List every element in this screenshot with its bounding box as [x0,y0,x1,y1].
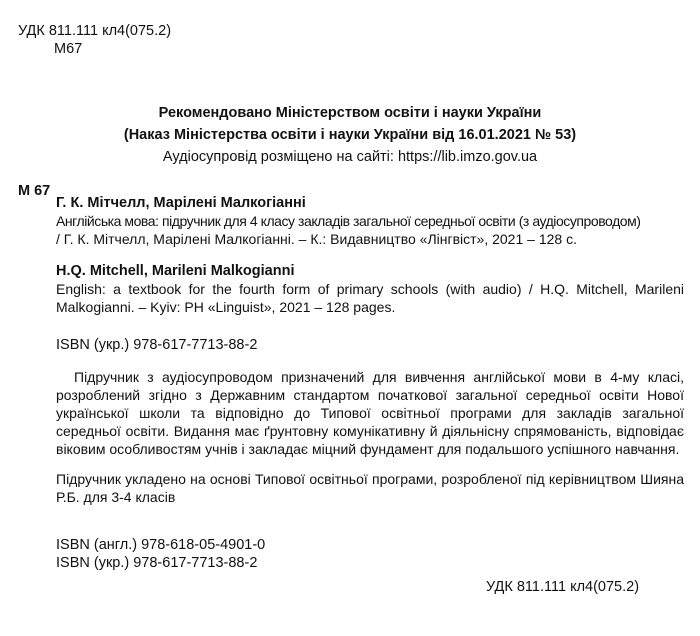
isbn-english: ISBN (англ.) 978-618-05-4901-0 [56,537,266,553]
classification-code-top: М67 [54,41,83,57]
catalog-title-ukrainian-line2: / Г. К. Мітчелл, Марілені Малкогіанні. – К.: Видавництво «Лінгвіст», 2021 – 128 с. [56,231,577,247]
catalog-title-ukrainian-line1: Англійська мова: підручник для 4 класу закладів загальної середньої освіти (з аудіосупроводом) [56,213,641,229]
authors-ukrainian: Г. К. Мітчелл, Марілені Малкогіанні [56,195,306,211]
authors-english: H.Q. Mitchell, Marileni Malkogianni [56,263,295,279]
program-basis-note: Підручник укладено на основі Типової освітньої програми, розробленої під керівництвом Шияна Р.Б. для 3-4 класів [56,471,684,505]
udk-bottom: УДК 811.111 кл4(075.2) [486,579,640,595]
catalog-code: М 67 [18,183,51,199]
annotation-paragraph: Підручник з аудіосупроводом призначений для вивчення англійської мови в 4-му класі, розроблений згідно з Державним стандартом початкової загальної середньої освіти Нової української школи та відповідно до Типової освітньої програми для закладів загальної середньої освіти. Видання має ґрунтовну комунікативну й діяльнісну спрямованість, відповідає віковим особливостям учнів і закладає міцний фундамент для подальшого успішного навчання. [56,369,684,457]
udk-top: УДК 811.111 кл4(075.2) [18,23,172,39]
catalog-title-english: English: a textbook for the fourth form of primary schools (with audio) / H.Q. Mitchell, Marileni Malkogianni. – Kyiv: PH «Linguist», 2021 – 128 pages. [56,281,684,315]
audio-link-note: Аудіосупровід розміщено на сайті: https://lib.imzo.gov.ua [162,149,538,165]
isbn-ukrainian-catalog: ISBN (укр.) 978-617-7713-88-2 [56,337,258,353]
isbn-ukrainian: ISBN (укр.) 978-617-7713-88-2 [56,555,258,571]
ministry-order: (Наказ Міністерства освіти і науки України від 16.01.2021 № 53) [123,127,577,143]
recommendation-title: Рекомендовано Міністерством освіти і науки України [158,105,542,121]
